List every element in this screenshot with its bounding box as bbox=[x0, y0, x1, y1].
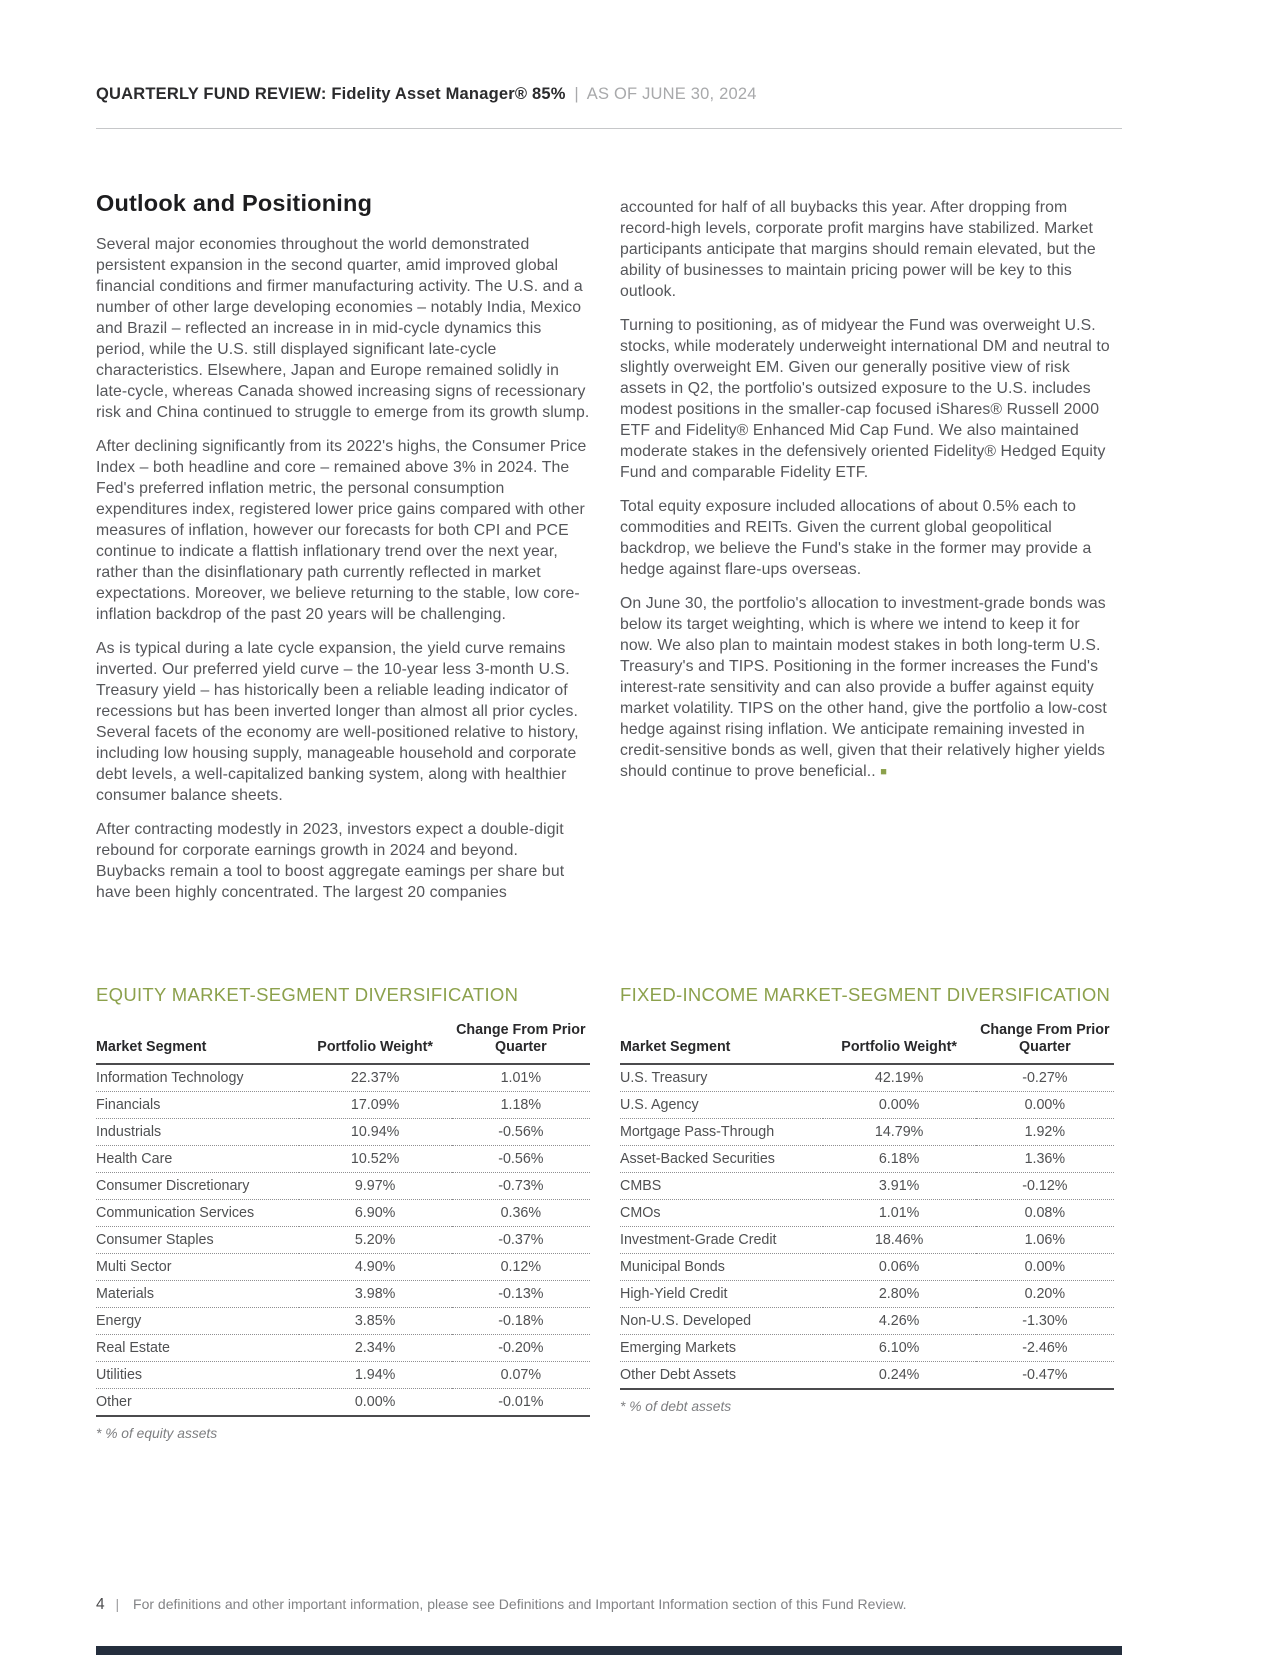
value-cell: 4.90% bbox=[299, 1254, 452, 1281]
header-divider: | bbox=[574, 85, 579, 103]
page-header bbox=[96, 85, 1130, 104]
table-row bbox=[96, 1092, 590, 1119]
value-cell: 0.36% bbox=[452, 1200, 590, 1227]
value-cell: 6.90% bbox=[299, 1200, 452, 1227]
segment-cell: Consumer Staples bbox=[96, 1227, 299, 1254]
value-cell: 1.94% bbox=[299, 1362, 452, 1389]
value-cell: -0.47% bbox=[976, 1362, 1114, 1390]
value-cell: 0.06% bbox=[823, 1254, 976, 1281]
value-cell: -0.01% bbox=[452, 1389, 590, 1417]
table-row bbox=[620, 1335, 1114, 1362]
paragraph: After declining significantly from its 2022's highs, the Consumer Price Index – both headline and core – remained above 3% in 2024. The Fed's preferred inflation metric, the personal consumption expenditures index, registered lower price gains compared with other measures of inflation, however our forecasts for both CPI and PCE continue to indicate a flattish inflationary trend over the next year, rather than the disinflationary path currently reflected in market expectations. Moreover, we believe returning to the stable, low core-inflation backdrop of the past 20 years will be challenging. bbox=[96, 438, 587, 623]
fixed-income-table-title: FIXED-INCOME MARKET-SEGMENT DIVERSIFICATION bbox=[620, 984, 1111, 1005]
value-cell: 9.97% bbox=[299, 1173, 452, 1200]
equity-table-footnote: * % of equity assets bbox=[96, 1426, 218, 1441]
value-cell: 6.18% bbox=[823, 1146, 976, 1173]
fund-name: Fidelity Asset Manager® 85% bbox=[331, 85, 566, 103]
footer-text: For definitions and other important information, please see Definitions and Important Information section of this Fund Review. bbox=[133, 1596, 907, 1612]
value-cell: -0.27% bbox=[976, 1064, 1114, 1092]
value-cell: -0.56% bbox=[452, 1146, 590, 1173]
page-number: 4 bbox=[96, 1596, 105, 1613]
value-cell: 2.80% bbox=[823, 1281, 976, 1308]
paragraph: Several major economies throughout the world demonstrated persistent expansion in the second quarter, amid improved global financial conditions and firmer manufacturing activity. The U.S. and a number of other large developing economies – notably India, Mexico and Brazil – reflected an increase in in mid-cycle dynamics this period, while the U.S. still displayed significant late-cycle characteristics. Elsewhere, Japan and Europe remained solidly in late-cycle, whereas Canada showed increasing signs of recessionary risk and China continued to struggle to emerge from its growth slump. bbox=[96, 236, 590, 421]
segment-cell: Other Debt Assets bbox=[620, 1362, 823, 1390]
segment-cell: CMOs bbox=[620, 1200, 823, 1227]
paragraph: After contracting modestly in 2023, investors expect a double-digit rebound for corporate earnings growth in 2024 and beyond. Buybacks remain a tool to boost aggregate eamings per share but have been highly concentrated. The largest 20 companies bbox=[96, 821, 565, 901]
segment-cell: Emerging Markets bbox=[620, 1335, 823, 1362]
segment-cell: Real Estate bbox=[96, 1335, 299, 1362]
value-cell: -0.18% bbox=[452, 1308, 590, 1335]
value-cell: 0.00% bbox=[823, 1092, 976, 1119]
value-cell: 0.08% bbox=[976, 1200, 1114, 1227]
column-header: Portfolio Weight* bbox=[823, 1022, 976, 1064]
table-row bbox=[96, 1173, 590, 1200]
table-row bbox=[96, 1064, 590, 1092]
value-cell: -1.30% bbox=[976, 1308, 1114, 1335]
value-cell: -0.20% bbox=[452, 1335, 590, 1362]
paragraph: Turning to positioning, as of midyear the Fund was overweight U.S. stocks, while moderately underweight international DM and neutral to slightly overweight EM. Given our generally positive view of risk assets in Q2, the portfolio's outsized exposure to the U.S. includes modest positions in the smaller-cap focused iShares® Russell 2000 ETF and Fidelity® Enhanced Mid Cap Fund. We also maintained moderate stakes in the defensively oriented Fidelity® Hedged Equity Fund and comparable Fidelity ETF. bbox=[620, 317, 1110, 481]
table-row bbox=[620, 1119, 1114, 1146]
value-cell: 1.01% bbox=[823, 1200, 976, 1227]
segment-cell: Health Care bbox=[96, 1146, 299, 1173]
fixed-income-table-block bbox=[620, 984, 1114, 1441]
article-body bbox=[96, 190, 1114, 916]
segment-cell: Municipal Bonds bbox=[620, 1254, 823, 1281]
table-row bbox=[620, 1254, 1114, 1281]
segment-cell: Information Technology bbox=[96, 1064, 299, 1092]
as-of-date: AS OF JUNE 30, 2024 bbox=[586, 85, 757, 103]
table-row bbox=[620, 1173, 1114, 1200]
review-label: QUARTERLY FUND REVIEW: bbox=[96, 85, 327, 103]
segment-cell: Non-U.S. Developed bbox=[620, 1308, 823, 1335]
value-cell: 0.20% bbox=[976, 1281, 1114, 1308]
table-row bbox=[96, 1146, 590, 1173]
table-row bbox=[96, 1254, 590, 1281]
value-cell: -0.37% bbox=[452, 1227, 590, 1254]
value-cell: 22.37% bbox=[299, 1064, 452, 1092]
bottom-accent-bar bbox=[96, 1646, 1122, 1655]
value-cell: 1.06% bbox=[976, 1227, 1114, 1254]
segment-cell: Communication Services bbox=[96, 1200, 299, 1227]
value-cell: 0.24% bbox=[823, 1362, 976, 1390]
table-header-row bbox=[620, 1022, 1114, 1064]
table-row bbox=[96, 1335, 590, 1362]
tables-section bbox=[96, 984, 1114, 1441]
value-cell: -2.46% bbox=[976, 1335, 1114, 1362]
page-footer bbox=[96, 1596, 907, 1614]
right-column bbox=[620, 190, 1114, 916]
segment-cell: CMBS bbox=[620, 1173, 823, 1200]
end-of-article-marker: ■ bbox=[880, 766, 887, 778]
value-cell: 17.09% bbox=[299, 1092, 452, 1119]
paragraph: Total equity exposure included allocations of about 0.5% each to commodities and REITs. Given the current global geopolitical backdrop, we believe the Fund's stake in the former may provide a hedge against flare-ups overseas. bbox=[620, 498, 1092, 578]
paragraph bbox=[620, 593, 1114, 783]
article-heading: Outlook and Positioning bbox=[96, 190, 373, 216]
table-row bbox=[96, 1308, 590, 1335]
value-cell: 18.46% bbox=[823, 1227, 976, 1254]
value-cell: 14.79% bbox=[823, 1119, 976, 1146]
segment-cell: Mortgage Pass-Through bbox=[620, 1119, 823, 1146]
segment-cell: High-Yield Credit bbox=[620, 1281, 823, 1308]
value-cell: 0.12% bbox=[452, 1254, 590, 1281]
fixed-income-table bbox=[620, 1022, 1114, 1390]
segment-cell: Consumer Discretionary bbox=[96, 1173, 299, 1200]
value-cell: 3.85% bbox=[299, 1308, 452, 1335]
table-row bbox=[620, 1281, 1114, 1308]
segment-cell: Investment-Grade Credit bbox=[620, 1227, 823, 1254]
segment-cell: U.S. Treasury bbox=[620, 1064, 823, 1092]
segment-cell: U.S. Agency bbox=[620, 1092, 823, 1119]
segment-cell: Materials bbox=[96, 1281, 299, 1308]
segment-cell: Financials bbox=[96, 1092, 299, 1119]
table-row bbox=[620, 1200, 1114, 1227]
value-cell: 0.00% bbox=[299, 1389, 452, 1417]
segment-cell: Utilities bbox=[96, 1362, 299, 1389]
value-cell: -0.13% bbox=[452, 1281, 590, 1308]
left-column bbox=[96, 190, 590, 916]
value-cell: 2.34% bbox=[299, 1335, 452, 1362]
value-cell: 3.91% bbox=[823, 1173, 976, 1200]
header-rule bbox=[96, 128, 1122, 129]
value-cell: 1.36% bbox=[976, 1146, 1114, 1173]
value-cell: 0.00% bbox=[976, 1092, 1114, 1119]
value-cell: 5.20% bbox=[299, 1227, 452, 1254]
value-cell: 10.94% bbox=[299, 1119, 452, 1146]
table-row bbox=[620, 1227, 1114, 1254]
fixed-income-table-footnote: * % of debt assets bbox=[620, 1399, 732, 1414]
table-row bbox=[96, 1362, 590, 1389]
segment-cell: Other bbox=[96, 1389, 299, 1417]
value-cell: 0.07% bbox=[452, 1362, 590, 1389]
table-row bbox=[96, 1281, 590, 1308]
equity-table-block bbox=[96, 984, 590, 1441]
table-header-row bbox=[96, 1022, 590, 1064]
paragraph-text: On June 30, the portfolio's allocation to investment-grade bonds was below its target weighting, which is where we intend to keep it for now. We also plan to maintain modest stakes in both long-term U.S. Treasury's and TIPS. Positioning in the former increases the Fund's interest-rate sensitivity and can also provide a buffer against equity market volatility. TIPS on the other hand, give the portfolio a low-cost hedge against rising inflation. We anticipate remaining invested in credit-sensitive bonds as well, given that their relatively higher yields should continue to prove beneficial.. bbox=[620, 595, 1107, 780]
segment-cell: Asset-Backed Securities bbox=[620, 1146, 823, 1173]
value-cell: 1.92% bbox=[976, 1119, 1114, 1146]
segment-cell: Multi Sector bbox=[96, 1254, 299, 1281]
column-header: Market Segment bbox=[96, 1022, 299, 1064]
table-row bbox=[96, 1227, 590, 1254]
value-cell: 3.98% bbox=[299, 1281, 452, 1308]
value-cell: 4.26% bbox=[823, 1308, 976, 1335]
paragraph: accounted for half of all buybacks this year. After dropping from record-high levels, corporate profit margins have stabilized. Market participants anticipate that margins should remain elevated, but the ability of businesses to maintain pricing power will be key to this outlook. bbox=[620, 199, 1096, 300]
equity-table bbox=[96, 1022, 590, 1417]
value-cell: -0.73% bbox=[452, 1173, 590, 1200]
table-row bbox=[620, 1146, 1114, 1173]
column-header: Change From Prior Quarter bbox=[452, 1022, 590, 1064]
paragraph: As is typical during a late cycle expansion, the yield curve remains inverted. Our preferred yield curve – the 10-year less 3-month U.S. Treasury yield – has historically been a reliable leading indicator of recessions but has been inverted longer than almost all prior cycles. Several facets of the economy are well-positioned relative to history, including low housing supply, manageable household and corporate debt levels, a well-capitalized banking system, along with healthier consumer balance sheets. bbox=[96, 640, 579, 804]
table-row bbox=[96, 1119, 590, 1146]
segment-cell: Energy bbox=[96, 1308, 299, 1335]
value-cell: 6.10% bbox=[823, 1335, 976, 1362]
value-cell: -0.56% bbox=[452, 1119, 590, 1146]
table-row bbox=[96, 1200, 590, 1227]
column-header: Change From Prior Quarter bbox=[976, 1022, 1114, 1064]
column-header: Market Segment bbox=[620, 1022, 823, 1064]
value-cell: 10.52% bbox=[299, 1146, 452, 1173]
table-row bbox=[620, 1092, 1114, 1119]
value-cell: 1.18% bbox=[452, 1092, 590, 1119]
table-row bbox=[620, 1362, 1114, 1390]
footer-divider: | bbox=[115, 1596, 120, 1612]
segment-cell: Industrials bbox=[96, 1119, 299, 1146]
value-cell: -0.12% bbox=[976, 1173, 1114, 1200]
equity-table-title: EQUITY MARKET-SEGMENT DIVERSIFICATION bbox=[96, 984, 519, 1005]
value-cell: 42.19% bbox=[823, 1064, 976, 1092]
table-row bbox=[620, 1064, 1114, 1092]
table-row bbox=[620, 1308, 1114, 1335]
value-cell: 0.00% bbox=[976, 1254, 1114, 1281]
value-cell: 1.01% bbox=[452, 1064, 590, 1092]
column-header: Portfolio Weight* bbox=[299, 1022, 452, 1064]
table-row bbox=[96, 1389, 590, 1417]
